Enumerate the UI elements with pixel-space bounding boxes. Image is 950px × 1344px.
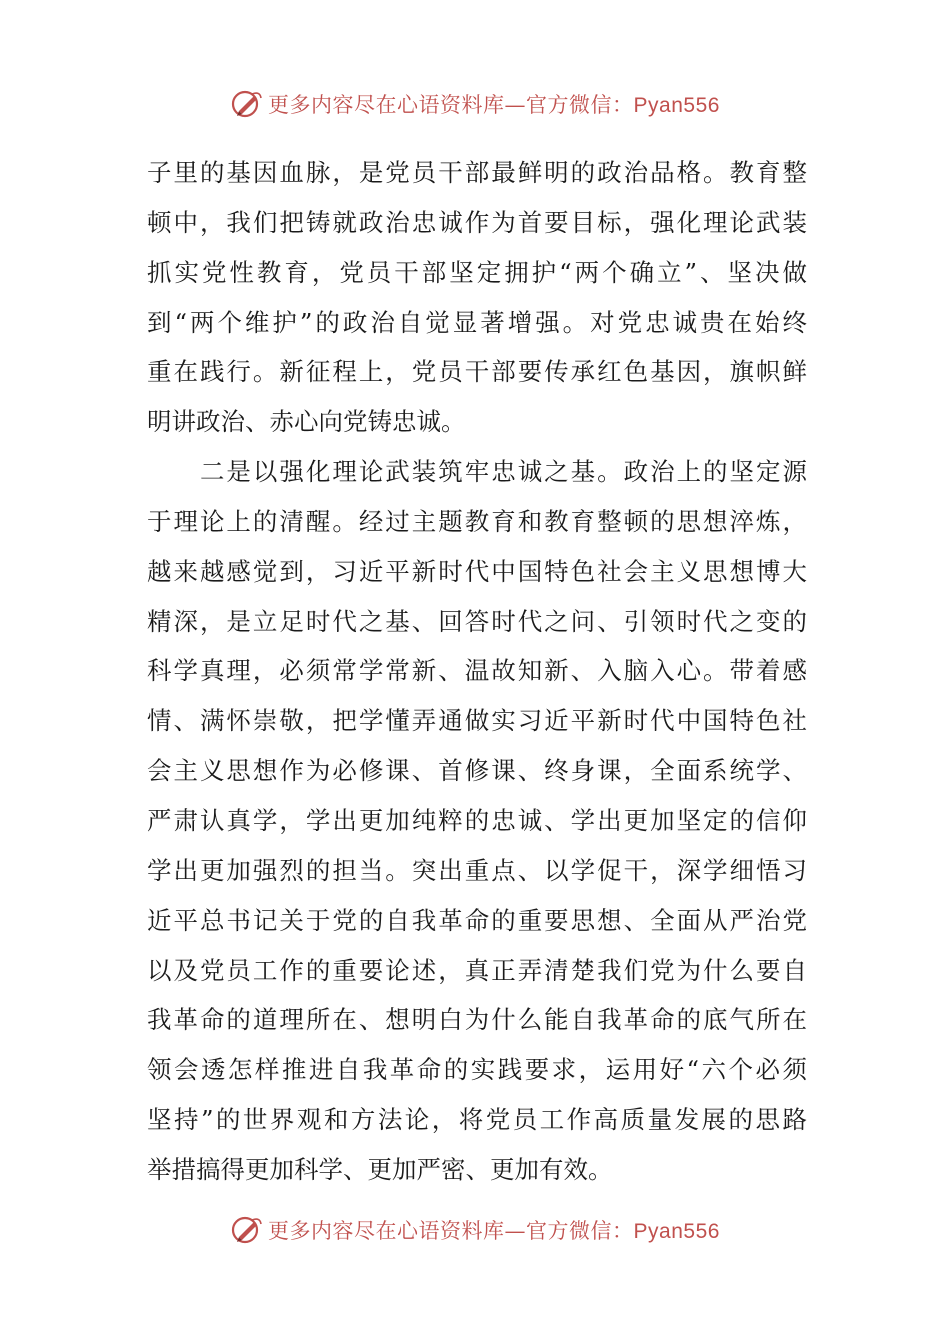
text-line: 二是以强化理论武装筑牢忠诚之基。政治上的坚定源 (147, 457, 807, 487)
text-line: 抓实党性教育，党员干部坚定拥护“两个确立”、坚决做 (147, 257, 807, 287)
text-line: 坚持”的世界观和方法论，将党员工作高质量发展的思路 (147, 1105, 807, 1135)
text-line: 精深，是立足时代之基、回答时代之问、引领时代之变的 (147, 606, 807, 636)
banner-text (268, 89, 720, 119)
paragraph (147, 447, 807, 1195)
text-line: 我革命的道理所在、想明白为什么能自我革命的底气所在 (147, 1005, 807, 1035)
text-line: 明讲政治、赤心向党铸忠诚。 (147, 407, 466, 437)
header-banner (0, 84, 950, 124)
wechat-handle: Pyan556 (633, 1220, 720, 1243)
footer-banner (0, 1210, 950, 1250)
banner-label: 更多内容尽在心语资料库—官方微信： (268, 1219, 634, 1243)
text-line: 举措搞得更加科学、更加严密、更加有效。 (147, 1154, 613, 1184)
banner-label: 更多内容尽在心语资料库—官方微信： (268, 93, 634, 117)
text-line: 以及党员工作的重要论述，真正弄清楚我们党为什么要自 (147, 955, 807, 985)
pen-logo-icon (230, 1213, 264, 1247)
text-line: 科学真理，必须常学常新、温故知新、入脑入心。带着感 (147, 656, 807, 686)
text-line: 顿中，我们把铸就政治忠诚作为首要目标，强化理论武装 (147, 207, 807, 237)
text-line: 近平总书记关于党的自我革命的重要思想、全面从严治党 (147, 905, 807, 935)
banner-text (268, 1215, 720, 1245)
document-body (147, 148, 807, 1195)
paragraph (147, 148, 807, 447)
text-line: 子里的基因血脉，是党员干部最鲜明的政治品格。教育整 (147, 158, 807, 187)
text-line: 情、满怀崇敬，把学懂弄通做实习近平新时代中国特色社 (147, 706, 807, 736)
text-line: 学出更加强烈的担当。突出重点、以学促干，深学细悟习 (147, 855, 807, 885)
text-line: 越来越感觉到，习近平新时代中国特色社会主义思想博大 (147, 556, 807, 586)
text-line: 严肃认真学，学出更加纯粹的忠诚、学出更加坚定的信仰 (147, 805, 807, 835)
text-line: 重在践行。新征程上，党员干部要传承红色基因，旗帜鲜 (147, 357, 807, 387)
wechat-handle: Pyan556 (633, 94, 720, 117)
text-line: 于理论上的清醒。经过主题教育和教育整顿的思想淬炼， (147, 506, 807, 536)
text-line: 领会透怎样推进自我革命的实践要求，运用好“六个必须 (147, 1055, 807, 1085)
text-line: 会主义思想作为必修课、首修课、终身课，全面系统学、 (147, 756, 807, 786)
text-line: 到“两个维护”的政治自觉显著增强。对党忠诚贵在始终 (147, 307, 807, 337)
pen-logo-icon (230, 87, 264, 121)
